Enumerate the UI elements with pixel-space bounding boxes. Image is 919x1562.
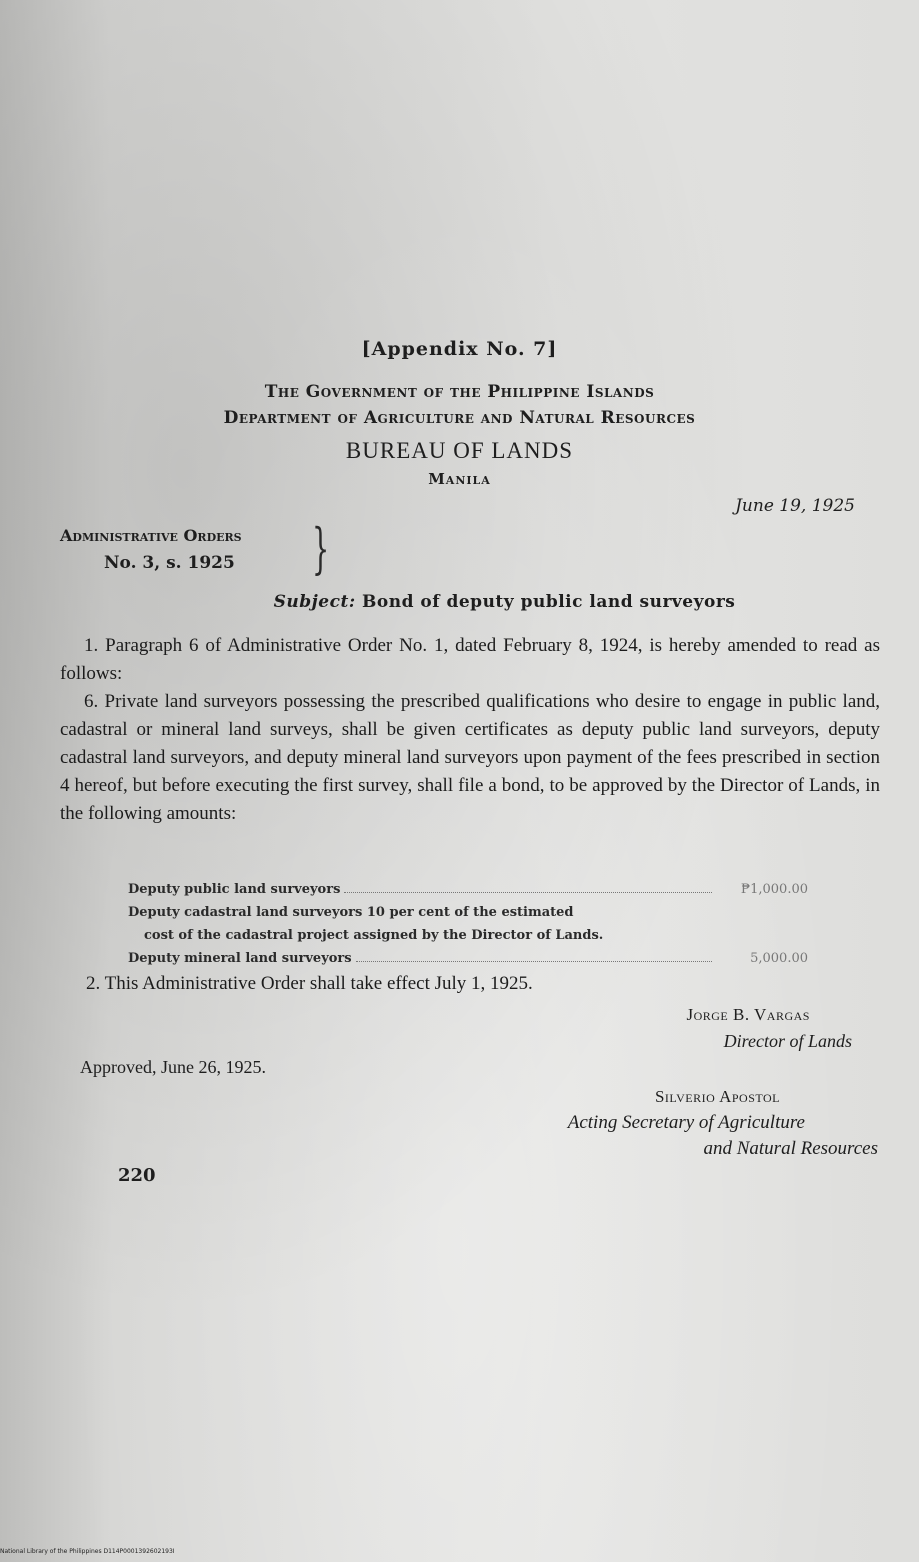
page-number: 220 (118, 1165, 156, 1186)
leader-dots (356, 961, 712, 962)
department-heading: Department of Agriculture and Natural Resources (223, 408, 696, 428)
paragraph-6: 6. Private land surveyors possessing the prescribed qualifications who desire to engage in public land, cadastral or mineral land surveys, shall be given certificates as deputy public land surveyors, deputy cadastral land surveyors, and deputy mineral land surveyors upon payment of the fees prescribed in section 4 hereof, but before executing the first survey, shall file a bond, to be approved by the Director of Lands, in the following amounts: (60, 691, 880, 824)
amount-value: ₱1,000.00 (740, 882, 808, 897)
paragraph-2: 2. This Administrative Order shall take effect July 1, 1925. (86, 973, 533, 994)
document-date: June 19, 1925 (735, 496, 855, 516)
archive-footer: National Library of the Philippines D114P0001392602193I (0, 1548, 175, 1555)
appendix-label: [Appendix No. 7] (361, 338, 558, 360)
government-heading: The Government of the Philippine Islands (264, 382, 655, 402)
amount-label: Deputy mineral land surveyors (128, 951, 352, 966)
director-name: Jorge B. Vargas (686, 1005, 810, 1024)
orders-number: No. 3, s. 1925 (104, 553, 235, 573)
brace-glyph: } (312, 517, 330, 580)
approval-line: Approved, June 26, 1925. (80, 1057, 266, 1077)
secretary-name: Silverio Apostol (654, 1087, 780, 1106)
amount-row-mineral (128, 947, 808, 970)
paragraph-1: 1. Paragraph 6 of Administrative Order No. 1, dated February 8, 1924, is hereby amended to read as follows: (60, 635, 880, 684)
leader-dots (344, 892, 712, 893)
city-heading: Manila (428, 470, 491, 488)
amount-label: Deputy public land surveyors (128, 882, 341, 897)
subject-text: Bond of deputy public land surveyors (362, 592, 736, 612)
secretary-title-line2: and Natural Resources (703, 1138, 878, 1159)
amount-value: 5,000.00 (750, 951, 808, 966)
director-title: Director of Lands (723, 1031, 852, 1051)
amount-row-public (128, 878, 808, 901)
subject-line (0, 592, 919, 612)
subject-prefix: Subject: (273, 592, 356, 612)
bond-amounts-table (128, 878, 808, 970)
amount-row-cadastral-line1: Deputy cadastral land surveyors 10 per cent of the estimated (128, 905, 574, 920)
secretary-title-line1: Acting Secretary of Agriculture (567, 1112, 805, 1133)
bureau-heading: BUREAU OF LANDS (345, 438, 574, 463)
orders-label: Administrative Orders (60, 526, 242, 545)
amount-row-cadastral-line2: cost of the cadastral project assigned by the Director of Lands. (144, 928, 604, 943)
